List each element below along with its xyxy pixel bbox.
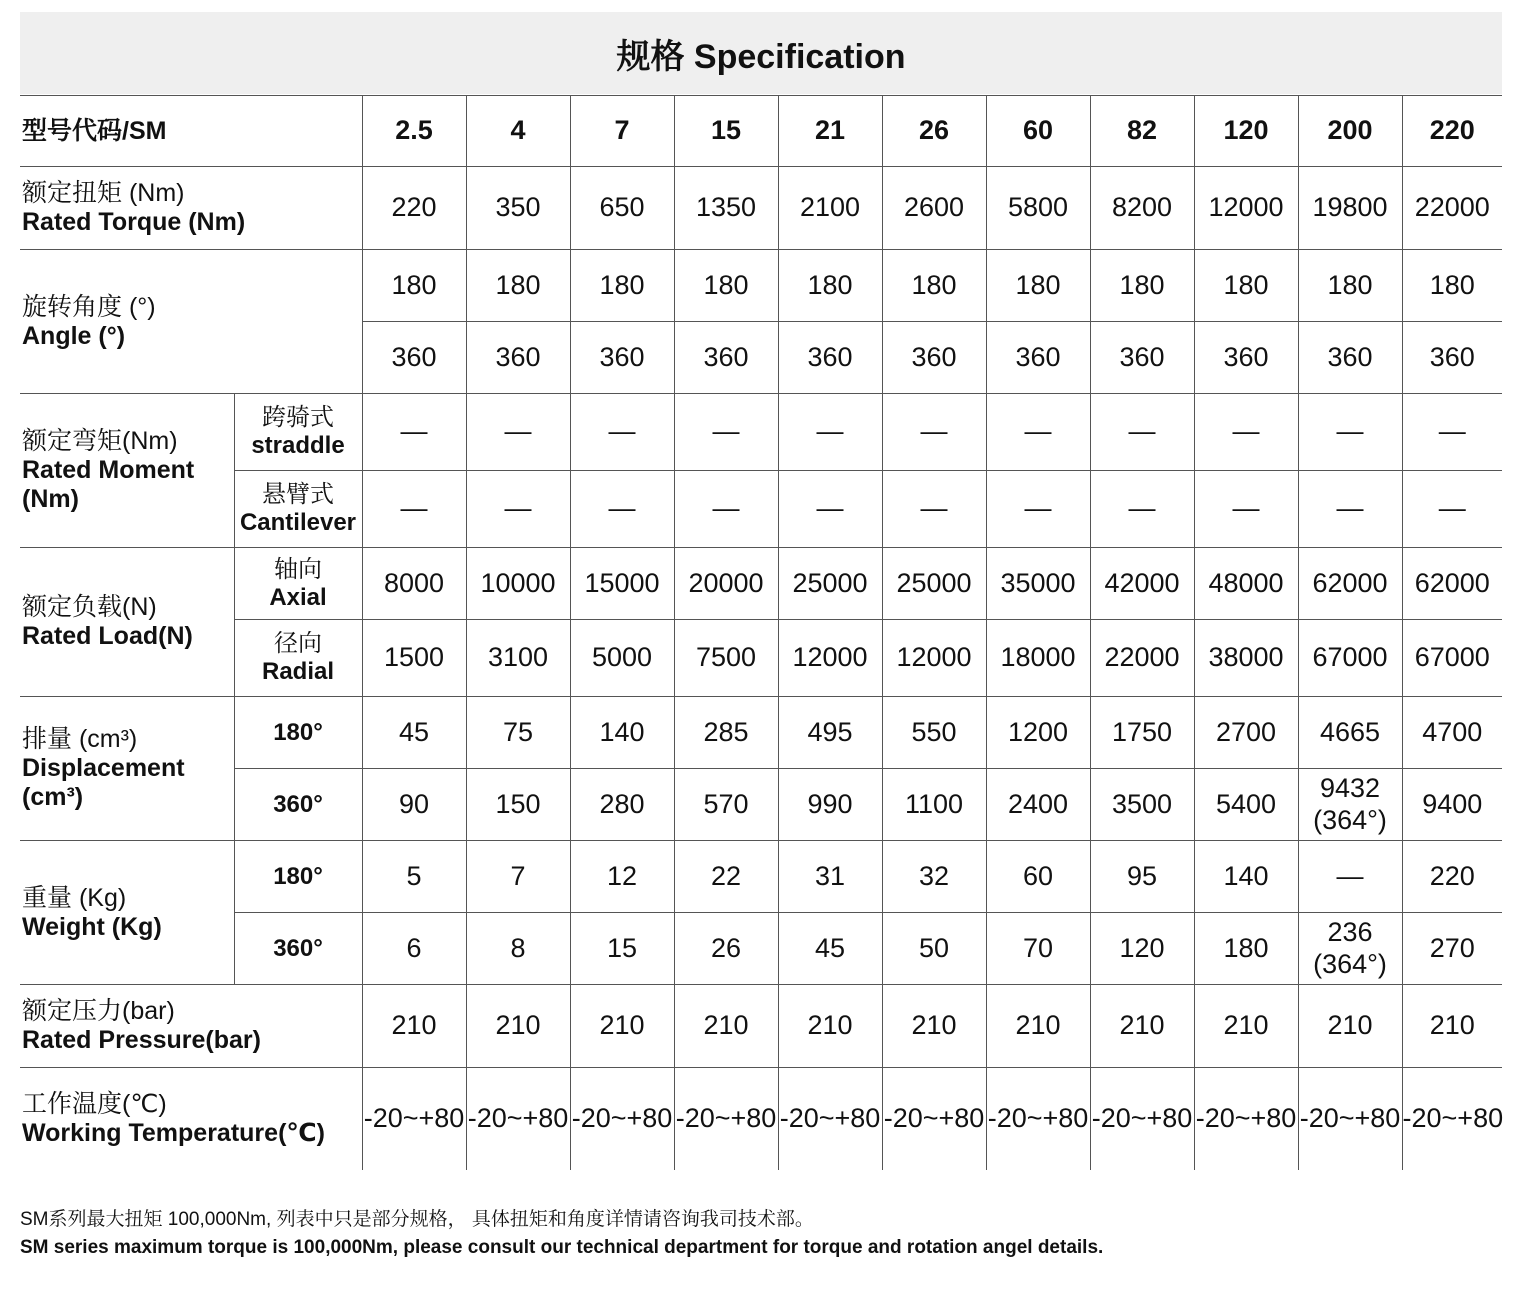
load-cell: 1500 [362, 620, 466, 697]
working-temperature-label: 工作温度(℃) Working Temperature(℃) [20, 1068, 362, 1170]
displacement-cell: 9400 [1402, 769, 1502, 841]
pressure-row [20, 985, 1502, 1068]
rated-torque-row [20, 167, 1502, 250]
angle-row-1 [20, 250, 1502, 322]
weight-cell: — [1298, 841, 1402, 913]
load-cell: 7500 [674, 620, 778, 697]
cantilever-label: 悬臂式 Cantilever [234, 471, 362, 548]
model-cell: 15 [674, 96, 778, 167]
moment-cell: — [570, 471, 674, 548]
angle-cell: 360 [1298, 322, 1402, 394]
moment-cell: — [1298, 394, 1402, 471]
load-cell: 12000 [778, 620, 882, 697]
displacement-cell: 3500 [1090, 769, 1194, 841]
radial-label: 径向 Radial [234, 620, 362, 697]
specification-table [20, 95, 1502, 1170]
displacement-cell: 1200 [986, 697, 1090, 769]
footnote-cn: SM系列最大扭矩 100,000Nm, 列表中只是部分规格， 具体扭矩和角度详情请咨询我司技术部。 [20, 1209, 814, 1230]
rated-load-label: 额定负载(N) Rated Load(N) [20, 548, 234, 697]
angle-cell: 360 [1090, 322, 1194, 394]
load-cell: 67000 [1402, 620, 1502, 697]
displacement-label: 排量 (cm³) Displacement (cm³) [20, 697, 234, 841]
pressure-cell: 210 [882, 985, 986, 1068]
rated-moment-label: 额定弯矩(Nm) Rated Moment (Nm) [20, 394, 234, 548]
displacement-cell: 2700 [1194, 697, 1298, 769]
angle-cell: 180 [1402, 250, 1502, 322]
straddle-label: 跨骑式 straddle [234, 394, 362, 471]
weight-label: 重量 (Kg) Weight (Kg) [20, 841, 234, 985]
torque-cell: 22000 [1402, 167, 1502, 250]
rated-torque-label: 额定扭矩 (Nm) Rated Torque (Nm) [20, 167, 362, 250]
weight-cell: 12 [570, 841, 674, 913]
weight-cell: 32 [882, 841, 986, 913]
weight-cell: 7 [466, 841, 570, 913]
temperature-row [20, 1068, 1502, 1170]
model-label: 型号代码/SM [20, 96, 362, 167]
moment-cell: — [986, 471, 1090, 548]
temperature-cell: -20~+80 [1194, 1068, 1298, 1170]
weight-cell: 8 [466, 913, 570, 985]
angle-cell: 360 [778, 322, 882, 394]
weight-cell: 22 [674, 841, 778, 913]
temperature-cell: -20~+80 [466, 1068, 570, 1170]
displacement-cell: 90 [362, 769, 466, 841]
moment-cell: — [1090, 471, 1194, 548]
torque-cell: 19800 [1298, 167, 1402, 250]
load-cell: 22000 [1090, 620, 1194, 697]
load-row-axial [20, 548, 1502, 620]
moment-cell: — [570, 394, 674, 471]
weight-cell: 270 [1402, 913, 1502, 985]
load-cell: 62000 [1402, 548, 1502, 620]
weight-cell: 180 [1194, 913, 1298, 985]
load-row-radial [20, 620, 1502, 697]
load-cell: 15000 [570, 548, 674, 620]
pressure-cell: 210 [1090, 985, 1194, 1068]
temperature-cell: -20~+80 [570, 1068, 674, 1170]
torque-cell: 12000 [1194, 167, 1298, 250]
angle-cell: 360 [1402, 322, 1502, 394]
angle-cell: 360 [362, 322, 466, 394]
pressure-cell: 210 [570, 985, 674, 1068]
weight-cell: 120 [1090, 913, 1194, 985]
weight-cell: 15 [570, 913, 674, 985]
moment-cell: — [1402, 471, 1502, 548]
model-cell: 2.5 [362, 96, 466, 167]
weight-cell: 70 [986, 913, 1090, 985]
angle-cell: 180 [778, 250, 882, 322]
axial-label: 轴向 Axial [234, 548, 362, 620]
moment-cell: — [778, 471, 882, 548]
moment-cell: — [466, 394, 570, 471]
angle-cell: 180 [1298, 250, 1402, 322]
displacement-row-360 [20, 769, 1502, 841]
displacement-cell: 5400 [1194, 769, 1298, 841]
pressure-cell: 210 [362, 985, 466, 1068]
pressure-cell: 210 [1194, 985, 1298, 1068]
weight-cell: 6 [362, 913, 466, 985]
model-cell: 26 [882, 96, 986, 167]
displacement-cell: 75 [466, 697, 570, 769]
angle-cell: 180 [674, 250, 778, 322]
pressure-cell: 210 [466, 985, 570, 1068]
angle-cell: 180 [882, 250, 986, 322]
weight-cell: 220 [1402, 841, 1502, 913]
torque-cell: 2100 [778, 167, 882, 250]
footnote-en: SM series maximum torque is 100,000Nm, please consult our technical department for torque and rotation angel details. [20, 1237, 1104, 1258]
weight-sub-180: 180° [234, 841, 362, 913]
page-title: 规格 Specification [20, 12, 1502, 94]
load-cell: 20000 [674, 548, 778, 620]
model-row [20, 96, 1502, 167]
load-cell: 10000 [466, 548, 570, 620]
torque-cell: 650 [570, 167, 674, 250]
temperature-cell: -20~+80 [362, 1068, 466, 1170]
weight-cell: 31 [778, 841, 882, 913]
temperature-cell: -20~+80 [1402, 1068, 1502, 1170]
torque-cell: 350 [466, 167, 570, 250]
displacement-cell: 1100 [882, 769, 986, 841]
moment-cell: — [986, 394, 1090, 471]
moment-cell: — [882, 394, 986, 471]
displacement-cell: 9432 (364°) [1298, 769, 1402, 841]
weight-cell: 50 [882, 913, 986, 985]
pressure-cell: 210 [674, 985, 778, 1068]
load-cell: 25000 [882, 548, 986, 620]
temperature-cell: -20~+80 [986, 1068, 1090, 1170]
model-cell: 120 [1194, 96, 1298, 167]
temperature-cell: -20~+80 [882, 1068, 986, 1170]
torque-cell: 220 [362, 167, 466, 250]
angle-cell: 360 [882, 322, 986, 394]
weight-cell: 26 [674, 913, 778, 985]
moment-cell: — [1402, 394, 1502, 471]
model-cell: 82 [1090, 96, 1194, 167]
weight-cell: 5 [362, 841, 466, 913]
model-cell: 7 [570, 96, 674, 167]
weight-cell: 60 [986, 841, 1090, 913]
weight-row-180 [20, 841, 1502, 913]
displacement-cell: 990 [778, 769, 882, 841]
pressure-cell: 210 [1402, 985, 1502, 1068]
displacement-cell: 495 [778, 697, 882, 769]
load-cell: 62000 [1298, 548, 1402, 620]
load-cell: 67000 [1298, 620, 1402, 697]
angle-cell: 360 [570, 322, 674, 394]
weight-cell: 95 [1090, 841, 1194, 913]
displacement-cell: 45 [362, 697, 466, 769]
displacement-cell: 140 [570, 697, 674, 769]
moment-row-cantilever [20, 471, 1502, 548]
angle-cell: 180 [1090, 250, 1194, 322]
angle-cell: 360 [1194, 322, 1298, 394]
load-cell: 35000 [986, 548, 1090, 620]
moment-cell: — [1194, 471, 1298, 548]
angle-cell: 180 [466, 250, 570, 322]
angle-cell: 180 [986, 250, 1090, 322]
moment-cell: — [1090, 394, 1194, 471]
load-cell: 12000 [882, 620, 986, 697]
angle-cell: 180 [570, 250, 674, 322]
weight-row-360 [20, 913, 1502, 985]
moment-cell: — [1194, 394, 1298, 471]
displacement-row-180 [20, 697, 1502, 769]
torque-cell: 5800 [986, 167, 1090, 250]
weight-cell: 140 [1194, 841, 1298, 913]
temperature-cell: -20~+80 [674, 1068, 778, 1170]
torque-cell: 1350 [674, 167, 778, 250]
moment-cell: — [362, 394, 466, 471]
moment-cell: — [778, 394, 882, 471]
load-cell: 5000 [570, 620, 674, 697]
moment-cell: — [674, 394, 778, 471]
displacement-cell: 4700 [1402, 697, 1502, 769]
angle-cell: 360 [674, 322, 778, 394]
torque-cell: 8200 [1090, 167, 1194, 250]
weight-cell: 45 [778, 913, 882, 985]
pressure-cell: 210 [1298, 985, 1402, 1068]
angle-cell: 180 [1194, 250, 1298, 322]
temperature-cell: -20~+80 [1090, 1068, 1194, 1170]
moment-cell: — [362, 471, 466, 548]
displacement-sub-360: 360° [234, 769, 362, 841]
model-cell: 60 [986, 96, 1090, 167]
load-cell: 42000 [1090, 548, 1194, 620]
model-cell: 220 [1402, 96, 1502, 167]
moment-cell: — [1298, 471, 1402, 548]
moment-row-straddle [20, 394, 1502, 471]
weight-cell: 236 (364°) [1298, 913, 1402, 985]
moment-cell: — [466, 471, 570, 548]
displacement-cell: 570 [674, 769, 778, 841]
angle-cell: 360 [466, 322, 570, 394]
load-cell: 3100 [466, 620, 570, 697]
model-cell: 200 [1298, 96, 1402, 167]
pressure-cell: 210 [986, 985, 1090, 1068]
model-cell: 21 [778, 96, 882, 167]
load-cell: 8000 [362, 548, 466, 620]
displacement-cell: 1750 [1090, 697, 1194, 769]
displacement-cell: 2400 [986, 769, 1090, 841]
angle-label: 旋转角度 (°) Angle (°) [20, 250, 362, 394]
load-cell: 48000 [1194, 548, 1298, 620]
displacement-cell: 285 [674, 697, 778, 769]
rated-pressure-label: 额定压力(bar) Rated Pressure(bar) [20, 985, 362, 1068]
torque-cell: 2600 [882, 167, 986, 250]
moment-cell: — [882, 471, 986, 548]
model-cell: 4 [466, 96, 570, 167]
load-cell: 38000 [1194, 620, 1298, 697]
moment-cell: — [674, 471, 778, 548]
load-cell: 18000 [986, 620, 1090, 697]
displacement-cell: 4665 [1298, 697, 1402, 769]
temperature-cell: -20~+80 [1298, 1068, 1402, 1170]
displacement-cell: 550 [882, 697, 986, 769]
pressure-cell: 210 [778, 985, 882, 1068]
weight-sub-360: 360° [234, 913, 362, 985]
temperature-cell: -20~+80 [778, 1068, 882, 1170]
displacement-sub-180: 180° [234, 697, 362, 769]
angle-cell: 360 [986, 322, 1090, 394]
displacement-cell: 280 [570, 769, 674, 841]
displacement-cell: 150 [466, 769, 570, 841]
load-cell: 25000 [778, 548, 882, 620]
angle-cell: 180 [362, 250, 466, 322]
